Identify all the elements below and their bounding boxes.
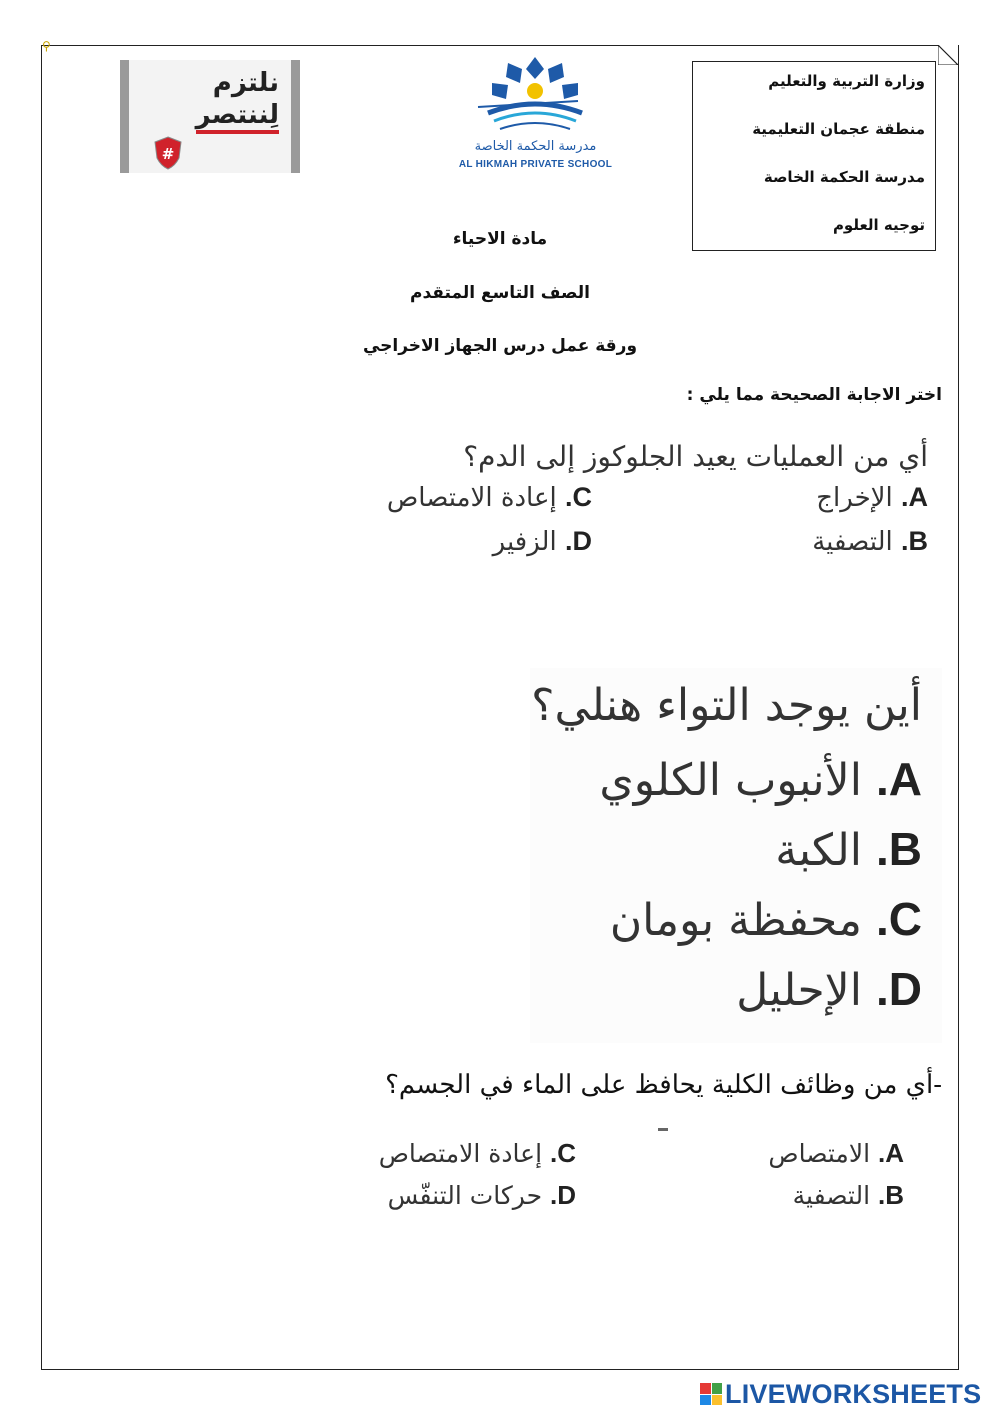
subject-title: مادة الاحياء: [452, 229, 548, 249]
liveworksheets-logo[interactable]: [700, 1379, 981, 1409]
option-text: حركات التنفّس: [387, 1181, 543, 1210]
badge-symbol: #: [161, 145, 175, 163]
option-text: الأنبوب الكلوي: [599, 755, 862, 806]
question-1-option-c[interactable]: [387, 482, 592, 513]
question-2-option-d[interactable]: [736, 962, 922, 1016]
liveworksheets-mark-icon: [700, 1383, 722, 1405]
question-2-option-c[interactable]: [610, 892, 922, 946]
grade-title: الصف التاسع المتقدم: [410, 283, 590, 303]
option-text: الزفير: [492, 527, 557, 557]
question-3-option-c[interactable]: [379, 1138, 576, 1169]
region-line: منطقة عجمان التعليمية: [752, 120, 925, 138]
option-letter: C.: [564, 482, 592, 512]
question-3-text: -أي من وظائف الكلية يحافظ على الماء في الجسم؟: [385, 1070, 942, 1100]
option-text: الكبة: [775, 825, 862, 876]
stray-mark: [658, 1128, 668, 1131]
ministry-info-box: [692, 61, 936, 251]
option-text: الإحليل: [736, 965, 862, 1016]
option-text: محفظة بومان: [609, 895, 862, 946]
option-letter: A.: [900, 482, 928, 512]
campaign-badge: [120, 60, 300, 173]
option-letter: C.: [875, 893, 922, 945]
school-line: مدرسة الحكمة الخاصة: [763, 168, 925, 186]
pin-icon: ⚲: [42, 39, 51, 53]
option-letter: B.: [900, 526, 928, 556]
question-1-text: أي من العمليات يعيد الجلوكوز إلى الدم؟: [463, 440, 928, 473]
question-3-option-d[interactable]: [388, 1180, 576, 1211]
worksheet-title: ورقة عمل درس الجهاز الاخراجي: [362, 336, 638, 356]
ministry-line: وزارة التربية والتعليم: [768, 72, 925, 90]
badge-line-1: نلتزم: [212, 68, 279, 98]
question-1-option-a[interactable]: [816, 482, 928, 513]
option-text: الإخراج: [816, 483, 893, 513]
option-letter: D.: [875, 963, 922, 1015]
option-letter: C.: [549, 1138, 576, 1168]
question-2-option-a[interactable]: [599, 752, 922, 806]
school-name-arabic: مدرسة الحكمة الخاصة: [474, 139, 597, 154]
department-line: توجيه العلوم: [832, 216, 925, 234]
school-emblem-icon: [448, 55, 623, 139]
option-letter: A.: [877, 1138, 904, 1168]
liveworksheets-brand-text: LIVEWORKSHEETS: [725, 1378, 982, 1409]
instruction-text: اختر الاجابة الصحيحة مما يلي :: [686, 385, 942, 405]
question-1-option-b[interactable]: [812, 526, 928, 557]
badge-line-2: لِننتصر: [196, 100, 279, 134]
option-letter: A.: [875, 753, 922, 805]
question-2-text: أين يوجد التواء هنلي؟: [531, 680, 922, 731]
option-text: إعادة الامتصاص: [386, 483, 557, 513]
question-3-option-b[interactable]: [793, 1180, 904, 1211]
page-fold-corner: [938, 45, 958, 65]
question-2-option-b[interactable]: [775, 822, 922, 876]
option-letter: B.: [875, 823, 922, 875]
question-1-option-d[interactable]: [493, 526, 592, 557]
hashtag-shield-icon: [153, 136, 183, 170]
option-text: التصفية: [792, 1181, 871, 1210]
option-letter: D.: [564, 526, 592, 556]
school-name-english: AL HIKMAH PRIVATE SCHOOL: [458, 159, 613, 170]
school-logo: [448, 55, 623, 175]
option-letter: B.: [877, 1180, 904, 1210]
option-text: التصفية: [812, 527, 893, 557]
option-text: إعادة الامتصاص: [378, 1139, 543, 1168]
question-3-option-a[interactable]: [768, 1138, 904, 1169]
option-text: الامتصاص: [768, 1139, 871, 1168]
option-letter: D.: [549, 1180, 576, 1210]
